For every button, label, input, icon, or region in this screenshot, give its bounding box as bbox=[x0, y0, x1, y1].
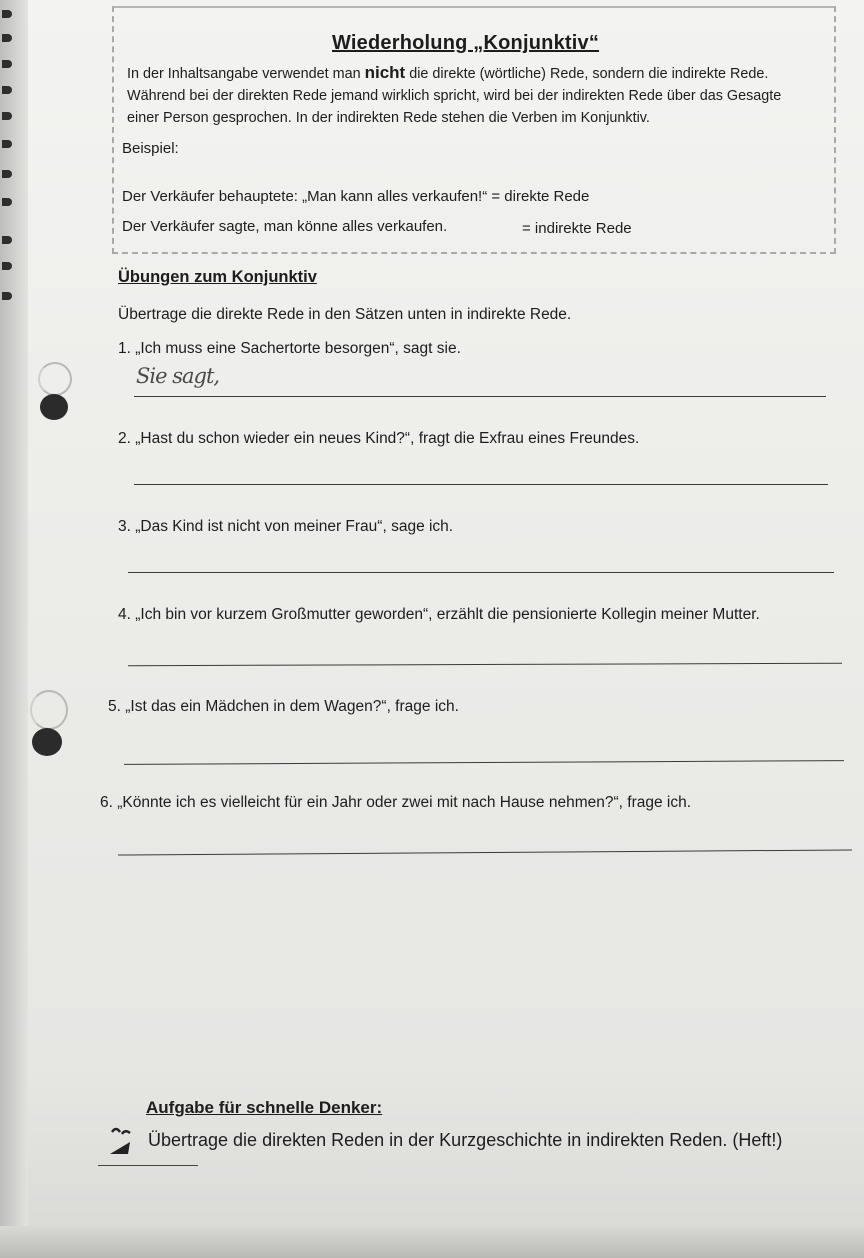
example-direct-speech: Der Verkäufer behauptete: „Man kann alles verkaufen!“ = direkte Rede bbox=[122, 188, 590, 205]
thinker-icon bbox=[100, 1120, 146, 1166]
binder-mark bbox=[2, 236, 12, 244]
page-title: Wiederholung „Konjunktiv“ bbox=[332, 32, 600, 54]
exercise-task-6: 6. „Könnte ich es vielleicht für ein Jahr oder zwei mit nach Hause nehmen?“, frage ich. bbox=[100, 794, 692, 811]
binder-mark bbox=[2, 198, 12, 206]
binder-mark bbox=[2, 292, 12, 300]
example-indirect-label: = indirekte Rede bbox=[522, 220, 632, 237]
page-edge-shadow bbox=[0, 0, 28, 1258]
page-bottom-shadow bbox=[0, 1226, 864, 1258]
punch-hole bbox=[32, 728, 62, 756]
binder-mark bbox=[2, 140, 12, 148]
answer-line-6[interactable] bbox=[118, 849, 852, 855]
intro-paragraph bbox=[127, 62, 807, 129]
exercise-task-5: 5. „Ist das ein Mädchen in dem Wagen?“, frage ich. bbox=[108, 698, 459, 715]
answer-line-5[interactable] bbox=[124, 760, 844, 765]
answer-line-4[interactable] bbox=[128, 663, 842, 666]
answer-line-3[interactable] bbox=[128, 572, 834, 573]
exercise-task-2: 2. „Hast du schon wieder ein neues Kind?“, fragt die Exfrau eines Freundes. bbox=[118, 430, 640, 447]
bonus-task-text: Übertrage die direkten Reden in der Kurzgeschichte in indirekten Reden. (Heft!) bbox=[148, 1130, 783, 1150]
intro-text-rest: die direkte (wörtliche) Rede, sondern die indirekte Rede. Während bei der direkten Rede jemand wirklich spricht, wird bei der indirekten Rede über das Gesagte einer Person gesprochen. In der indirekten Rede stehen die Verben im Konjunktiv. bbox=[127, 66, 782, 126]
binder-mark bbox=[2, 112, 12, 120]
intro-emphasis: nicht bbox=[364, 63, 406, 82]
exercise-task-3: 3. „Das Kind ist nicht von meiner Frau“, sage ich. bbox=[118, 518, 454, 535]
exercise-task-1: 1. „Ich muss eine Sachertorte besorgen“, sagt sie. bbox=[118, 340, 461, 357]
answer-line-2[interactable] bbox=[134, 484, 828, 485]
intro-text-start: In der Inhaltsangabe verwendet man bbox=[127, 66, 365, 82]
bonus-task-title: Aufgabe für schnelle Denker: bbox=[146, 1098, 383, 1117]
punch-hole bbox=[30, 690, 68, 730]
example-label: Beispiel: bbox=[122, 140, 179, 157]
binder-mark bbox=[2, 86, 12, 94]
binder-mark bbox=[2, 170, 12, 178]
exercise-instruction: Übertrage die direkte Rede in den Sätzen unten in indirekte Rede. bbox=[118, 306, 572, 323]
binder-mark bbox=[2, 60, 12, 68]
binder-mark bbox=[2, 262, 12, 270]
punch-hole bbox=[38, 362, 72, 396]
example-indirect-speech: Der Verkäufer sagte, man könne alles verkaufen. bbox=[122, 218, 448, 235]
binder-mark bbox=[2, 10, 12, 18]
exercise-task-4: 4. „Ich bin vor kurzem Großmutter geworden“, erzählt die pensionierte Kollegin meiner Mutter. bbox=[118, 606, 760, 623]
binder-mark bbox=[2, 34, 12, 42]
section-title: Übungen zum Konjunktiv bbox=[118, 268, 317, 286]
punch-hole bbox=[40, 394, 68, 420]
bonus-divider bbox=[98, 1165, 198, 1166]
answer-line-1[interactable] bbox=[134, 396, 826, 397]
handwritten-answer: Sie sagt, bbox=[136, 364, 220, 388]
